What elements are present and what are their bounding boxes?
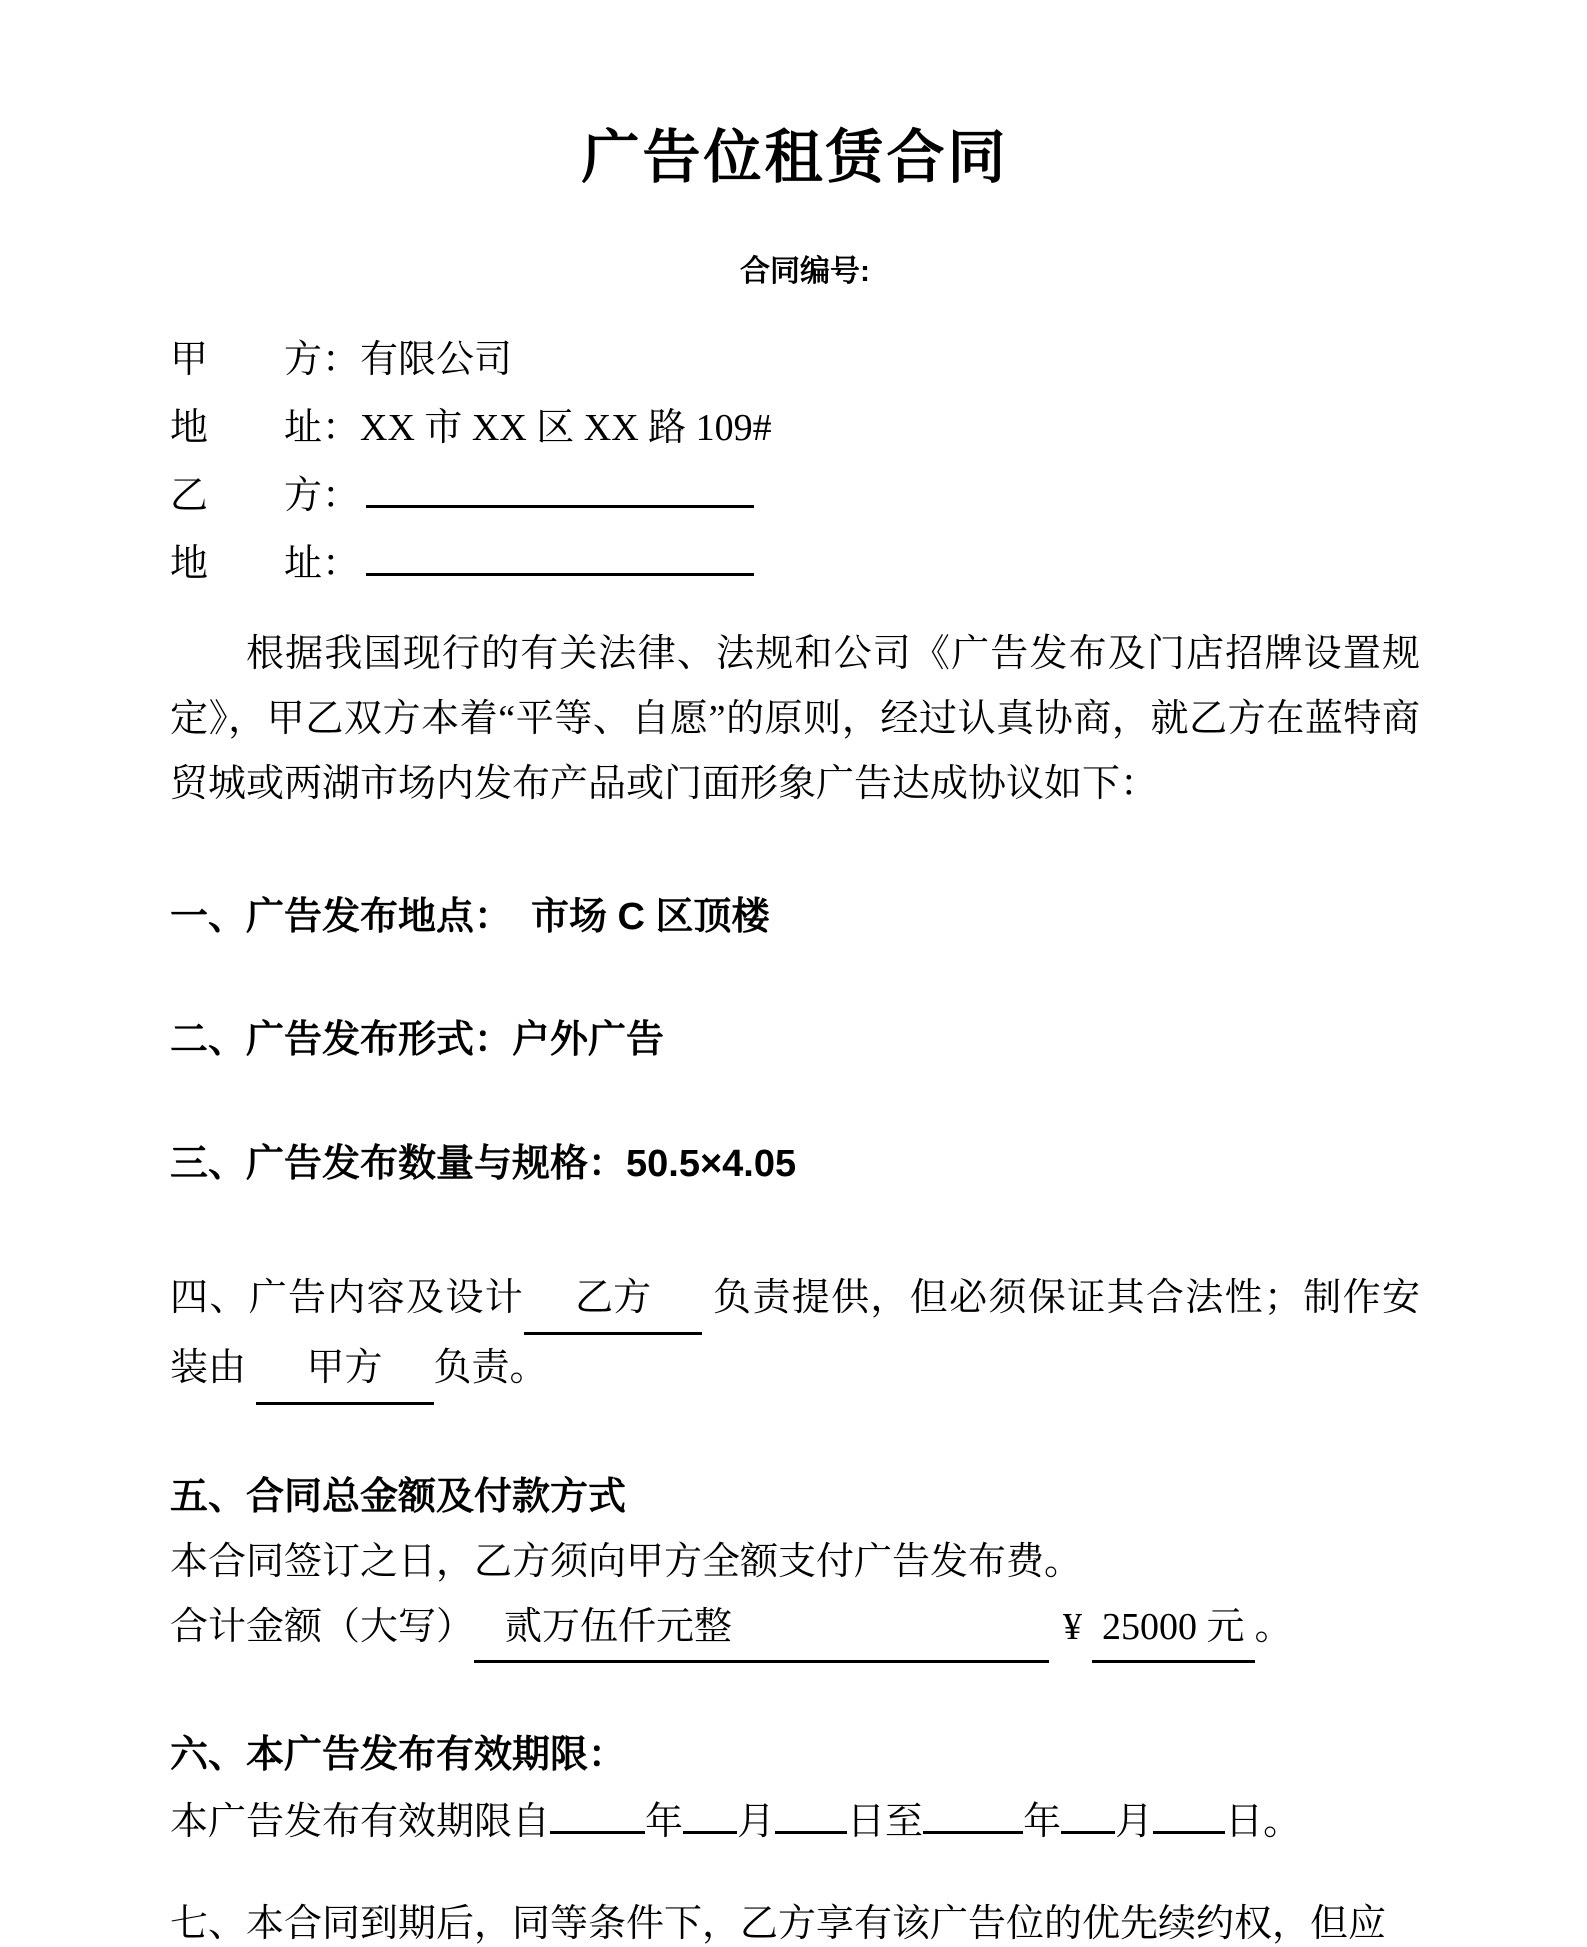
section-2-form: 二、广告发布形式：户外广告 xyxy=(170,1019,665,1062)
end-year-fill-line xyxy=(923,1795,1023,1834)
amount-digits-fill: 25000 元 xyxy=(1092,1595,1255,1663)
contract-number-label: 合同编号: xyxy=(740,254,870,288)
year-fill-line xyxy=(550,1795,645,1834)
section-5-amount-line xyxy=(170,1595,1420,1663)
section-4-maker-fill: 甲方 xyxy=(256,1335,434,1405)
end-day-fill-line xyxy=(1153,1795,1225,1834)
party-b-address-label: 地 址： xyxy=(170,542,361,585)
party-b-row xyxy=(170,462,1420,530)
date-line-lead: 本广告发布有效期限自 xyxy=(170,1801,551,1844)
section-4-provider-fill: 乙方 xyxy=(524,1265,702,1335)
section-5-line1: 本合同签订之日，乙方须向甲方全额支付广告发布费。 xyxy=(170,1541,1083,1584)
month-label: 月 xyxy=(737,1801,776,1844)
party-a-row xyxy=(170,326,1420,394)
amount-period: 。 xyxy=(1254,1606,1293,1649)
party-a-address-row xyxy=(170,394,1420,462)
section-6-heading: 六、本广告发布有效期限： xyxy=(170,1734,627,1777)
party-a-value: 有限公司 xyxy=(360,338,513,381)
party-a-address-value: XX 市 XX 区 XX 路 109# xyxy=(360,406,772,449)
parties-block xyxy=(170,326,1420,598)
year-label: 年 xyxy=(645,1801,684,1844)
day-to-label: 日至 xyxy=(847,1801,924,1844)
end-month-label: 月 xyxy=(1115,1801,1154,1844)
amount-label: 合计金额（大写） xyxy=(170,1606,475,1649)
section-5-heading: 五、合同总金额及付款方式 xyxy=(170,1476,627,1519)
section-7-renewal: 七、本合同到期后，同等条件下，乙方享有该广告位的优先续约权，但应 xyxy=(170,1903,1387,1946)
section-5-payment xyxy=(170,1465,1420,1663)
section-4-content-design xyxy=(170,1265,1420,1405)
section-6-validity xyxy=(170,1723,1420,1856)
day-fill-line xyxy=(775,1795,847,1834)
party-b-address-fill-line xyxy=(366,537,754,576)
party-a-label: 甲 方： xyxy=(170,338,361,381)
section-4-mid: 负责提供，但必须保证其合法性；制作安装由 xyxy=(170,1277,1420,1390)
amount-words-fill: 贰万伍仟元整 xyxy=(474,1595,1049,1663)
month-fill-line xyxy=(683,1795,737,1834)
section-3-quantity-spec: 三、广告发布数量与规格：50.5×4.05 xyxy=(170,1142,797,1185)
end-day-label: 日。 xyxy=(1225,1801,1302,1844)
party-a-address-label: 地 址： xyxy=(170,406,361,449)
document-title: 广告位租赁合同 xyxy=(581,125,1009,190)
party-b-fill-line xyxy=(366,469,754,508)
currency-symbol: ¥ xyxy=(1063,1606,1083,1649)
section-4-lead: 四、广告内容及设计 xyxy=(170,1277,525,1320)
end-month-fill-line xyxy=(1061,1795,1115,1834)
preamble-paragraph: 根据我国现行的有关法律、法规和公司《广告发布及门店招牌设置规定》，甲乙双方本着“平等、自愿”的原则，经过认真协商，就乙方在蓝特商贸城或两湖市场内发布产品或门面形象广告达成协议如下： xyxy=(170,632,1420,805)
section-4-tail: 负责。 xyxy=(433,1347,548,1390)
section-1-location: 一、广告发布地点： 市场 C 区顶楼 xyxy=(170,895,770,938)
end-year-label: 年 xyxy=(1023,1801,1062,1844)
section-6-date-line xyxy=(170,1788,1420,1856)
party-b-address-row xyxy=(170,530,1420,598)
party-b-label: 乙 方： xyxy=(170,474,361,517)
